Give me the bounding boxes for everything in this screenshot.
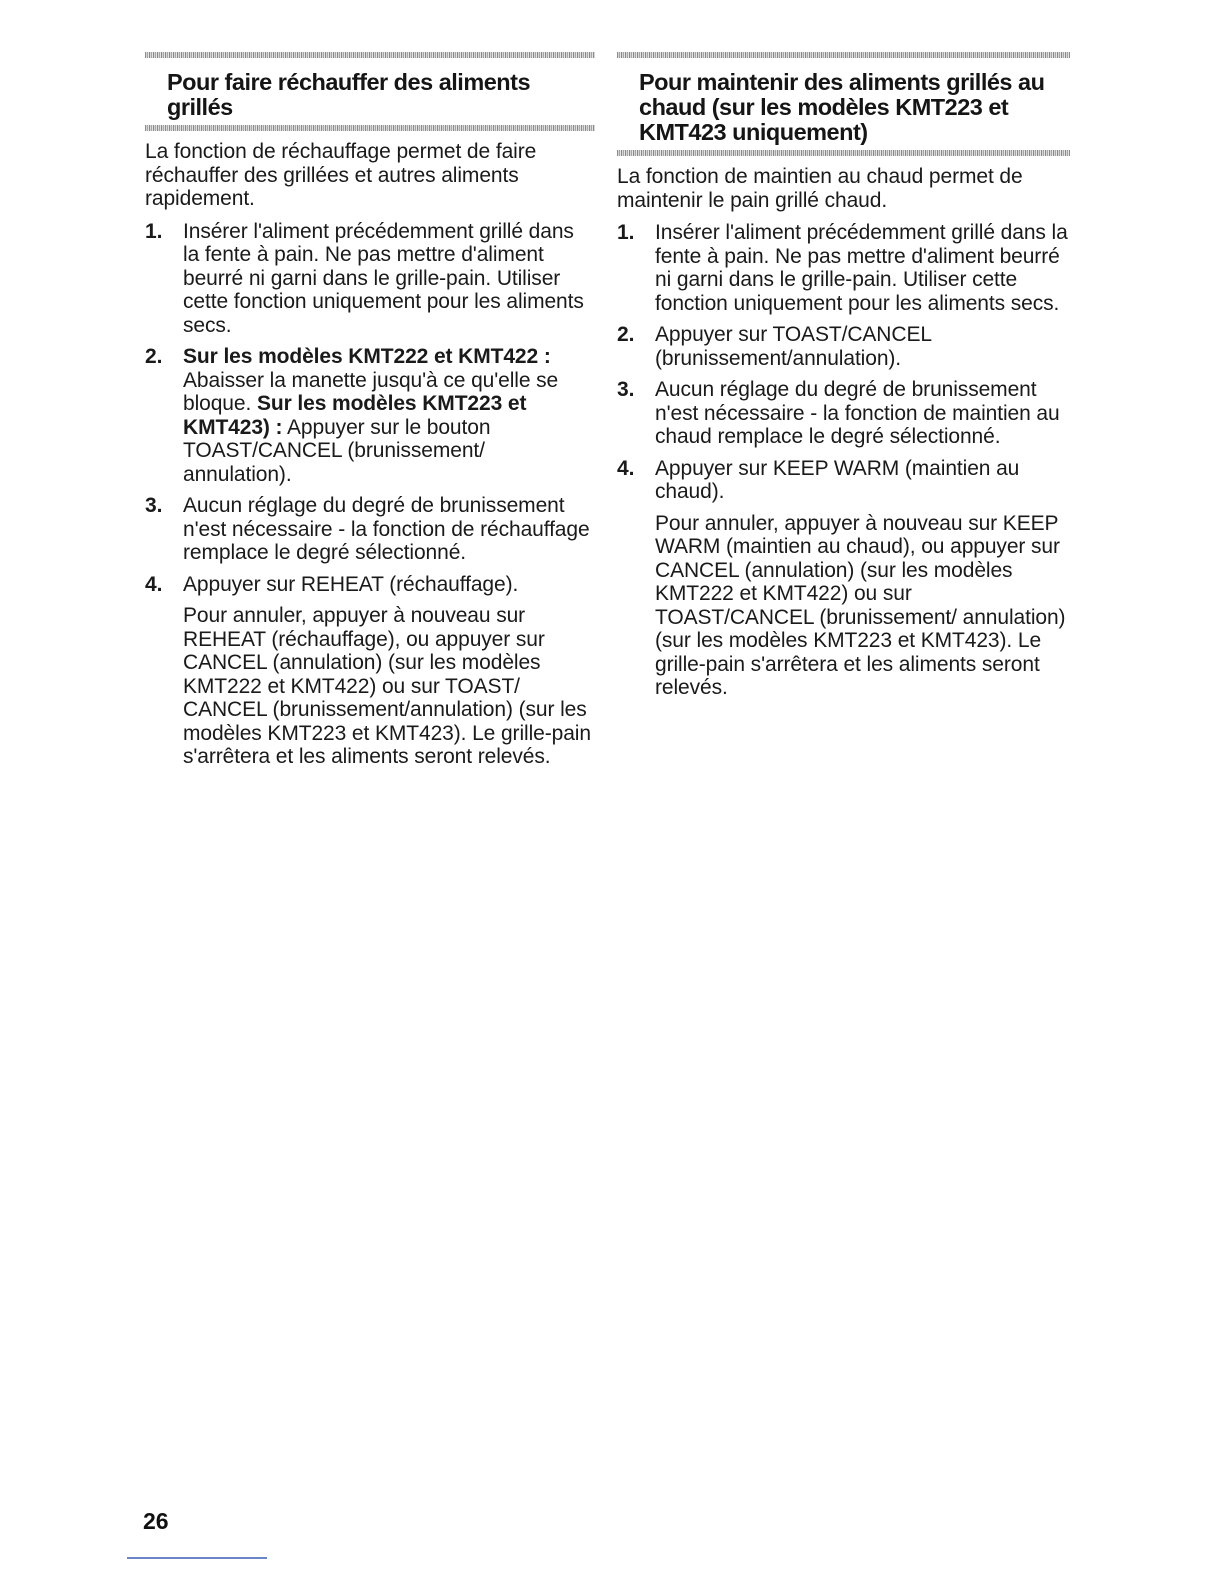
list-item [145,345,595,486]
model-label: Sur les modèles KMT223 et KMT423) : [183,392,527,439]
cancel-note: Pour annuler, appuyer à nouveau sur REHEAT (réchauffage), ou appuyer sur CANCEL (annulation) (sur les modèles KMT222 et KMT422) ou sur TOAST/ CANCEL (brunissement/annulation) (sur les modèles KMT223 et KMT423). Le grille-pain s'arrêtera et les aliments seront relevés. [183,604,591,768]
list-item [617,378,1070,449]
cancel-note: Pour annuler, appuyer à nouveau sur KEEP WARM (maintien au chaud), ou appuyer sur CANCEL (annulation) (sur les modèles KMT222 et KMT422) ou sur TOAST/CANCEL (brunissement/ annulation) (sur les modèles KMT223 et KMT423). Le grille-pain s'arrêtera et les aliments seront relevés. [655,511,1066,699]
step-number: 2. [617,323,635,346]
step-number: 3. [617,378,635,401]
step-text: Appuyer sur TOAST/CANCEL (brunissement/annulation). [655,323,932,370]
step-text: Appuyer sur KEEP WARM (maintien au chaud). [655,456,1020,503]
list-item [145,494,595,565]
right-column [617,52,1070,708]
bottom-rule-divider [617,150,1070,156]
intro-paragraph: La fonction de réchauffage permet de faire réchauffer des grillées et autres aliments rapidement. [145,140,537,210]
step-text: Aucun réglage du degré de brunissement n'est nécessaire - la fonction de maintien au chaud remplace le degré sélectionné. [655,378,1060,448]
list-item [617,221,1070,315]
list-item [145,220,595,338]
list-item [145,573,595,769]
step-text: Insérer l'aliment précédemment grillé dans la fente à pain. Ne pas mettre d'aliment beurré ni garni dans le grille-pain. Utiliser cette fonction uniquement pour les aliments secs. [183,219,584,337]
intro-paragraph: La fonction de maintien au chaud permet de maintenir le pain grillé chaud. [617,165,1023,212]
step-number: 4. [145,572,163,596]
step-number: 3. [145,494,163,517]
step-text: Insérer l'aliment précédemment grillé dans la fente à pain. Ne pas mettre d'aliment beurré ni garni dans le grille-pain. Utiliser cette fonction uniquement pour les aliments secs. [655,221,1068,315]
list-item [617,457,1070,700]
page-number: 26 [143,1508,169,1534]
section-heading-keep-warm: Pour maintenir des aliments grillés au chaud (sur les modèles KMT223 et KMT423 uniquement) [639,69,1045,145]
step-text: Appuyer sur le bouton TOAST/CANCEL (brunissement/ annulation). [183,415,491,486]
step-number: 4. [617,456,635,480]
top-rule-divider [617,52,1070,58]
list-item [617,323,1070,370]
step-text: Aucun réglage du degré de brunissement n'est nécessaire - la fonction de réchauffage remplace le degré sélectionné. [183,494,590,564]
left-column [145,52,595,777]
keep-warm-steps-list [617,221,1070,700]
step-text: Abaisser la manette jusqu'à ce qu'elle se bloque. [183,368,559,415]
step-number: 2. [145,345,163,368]
bottom-rule-divider [145,125,595,131]
top-rule-divider [145,52,595,58]
step-text: Appuyer sur REHEAT (réchauffage). [183,572,519,596]
section-heading-reheat: Pour faire réchauffer des aliments grillés [167,69,531,120]
step-number: 1. [145,219,163,243]
step-number: 1. [617,221,635,244]
model-label: Sur les modèles KMT222 et KMT422 : [183,345,551,368]
reheat-steps-list [145,220,595,769]
bottom-divider-line [127,1557,267,1559]
